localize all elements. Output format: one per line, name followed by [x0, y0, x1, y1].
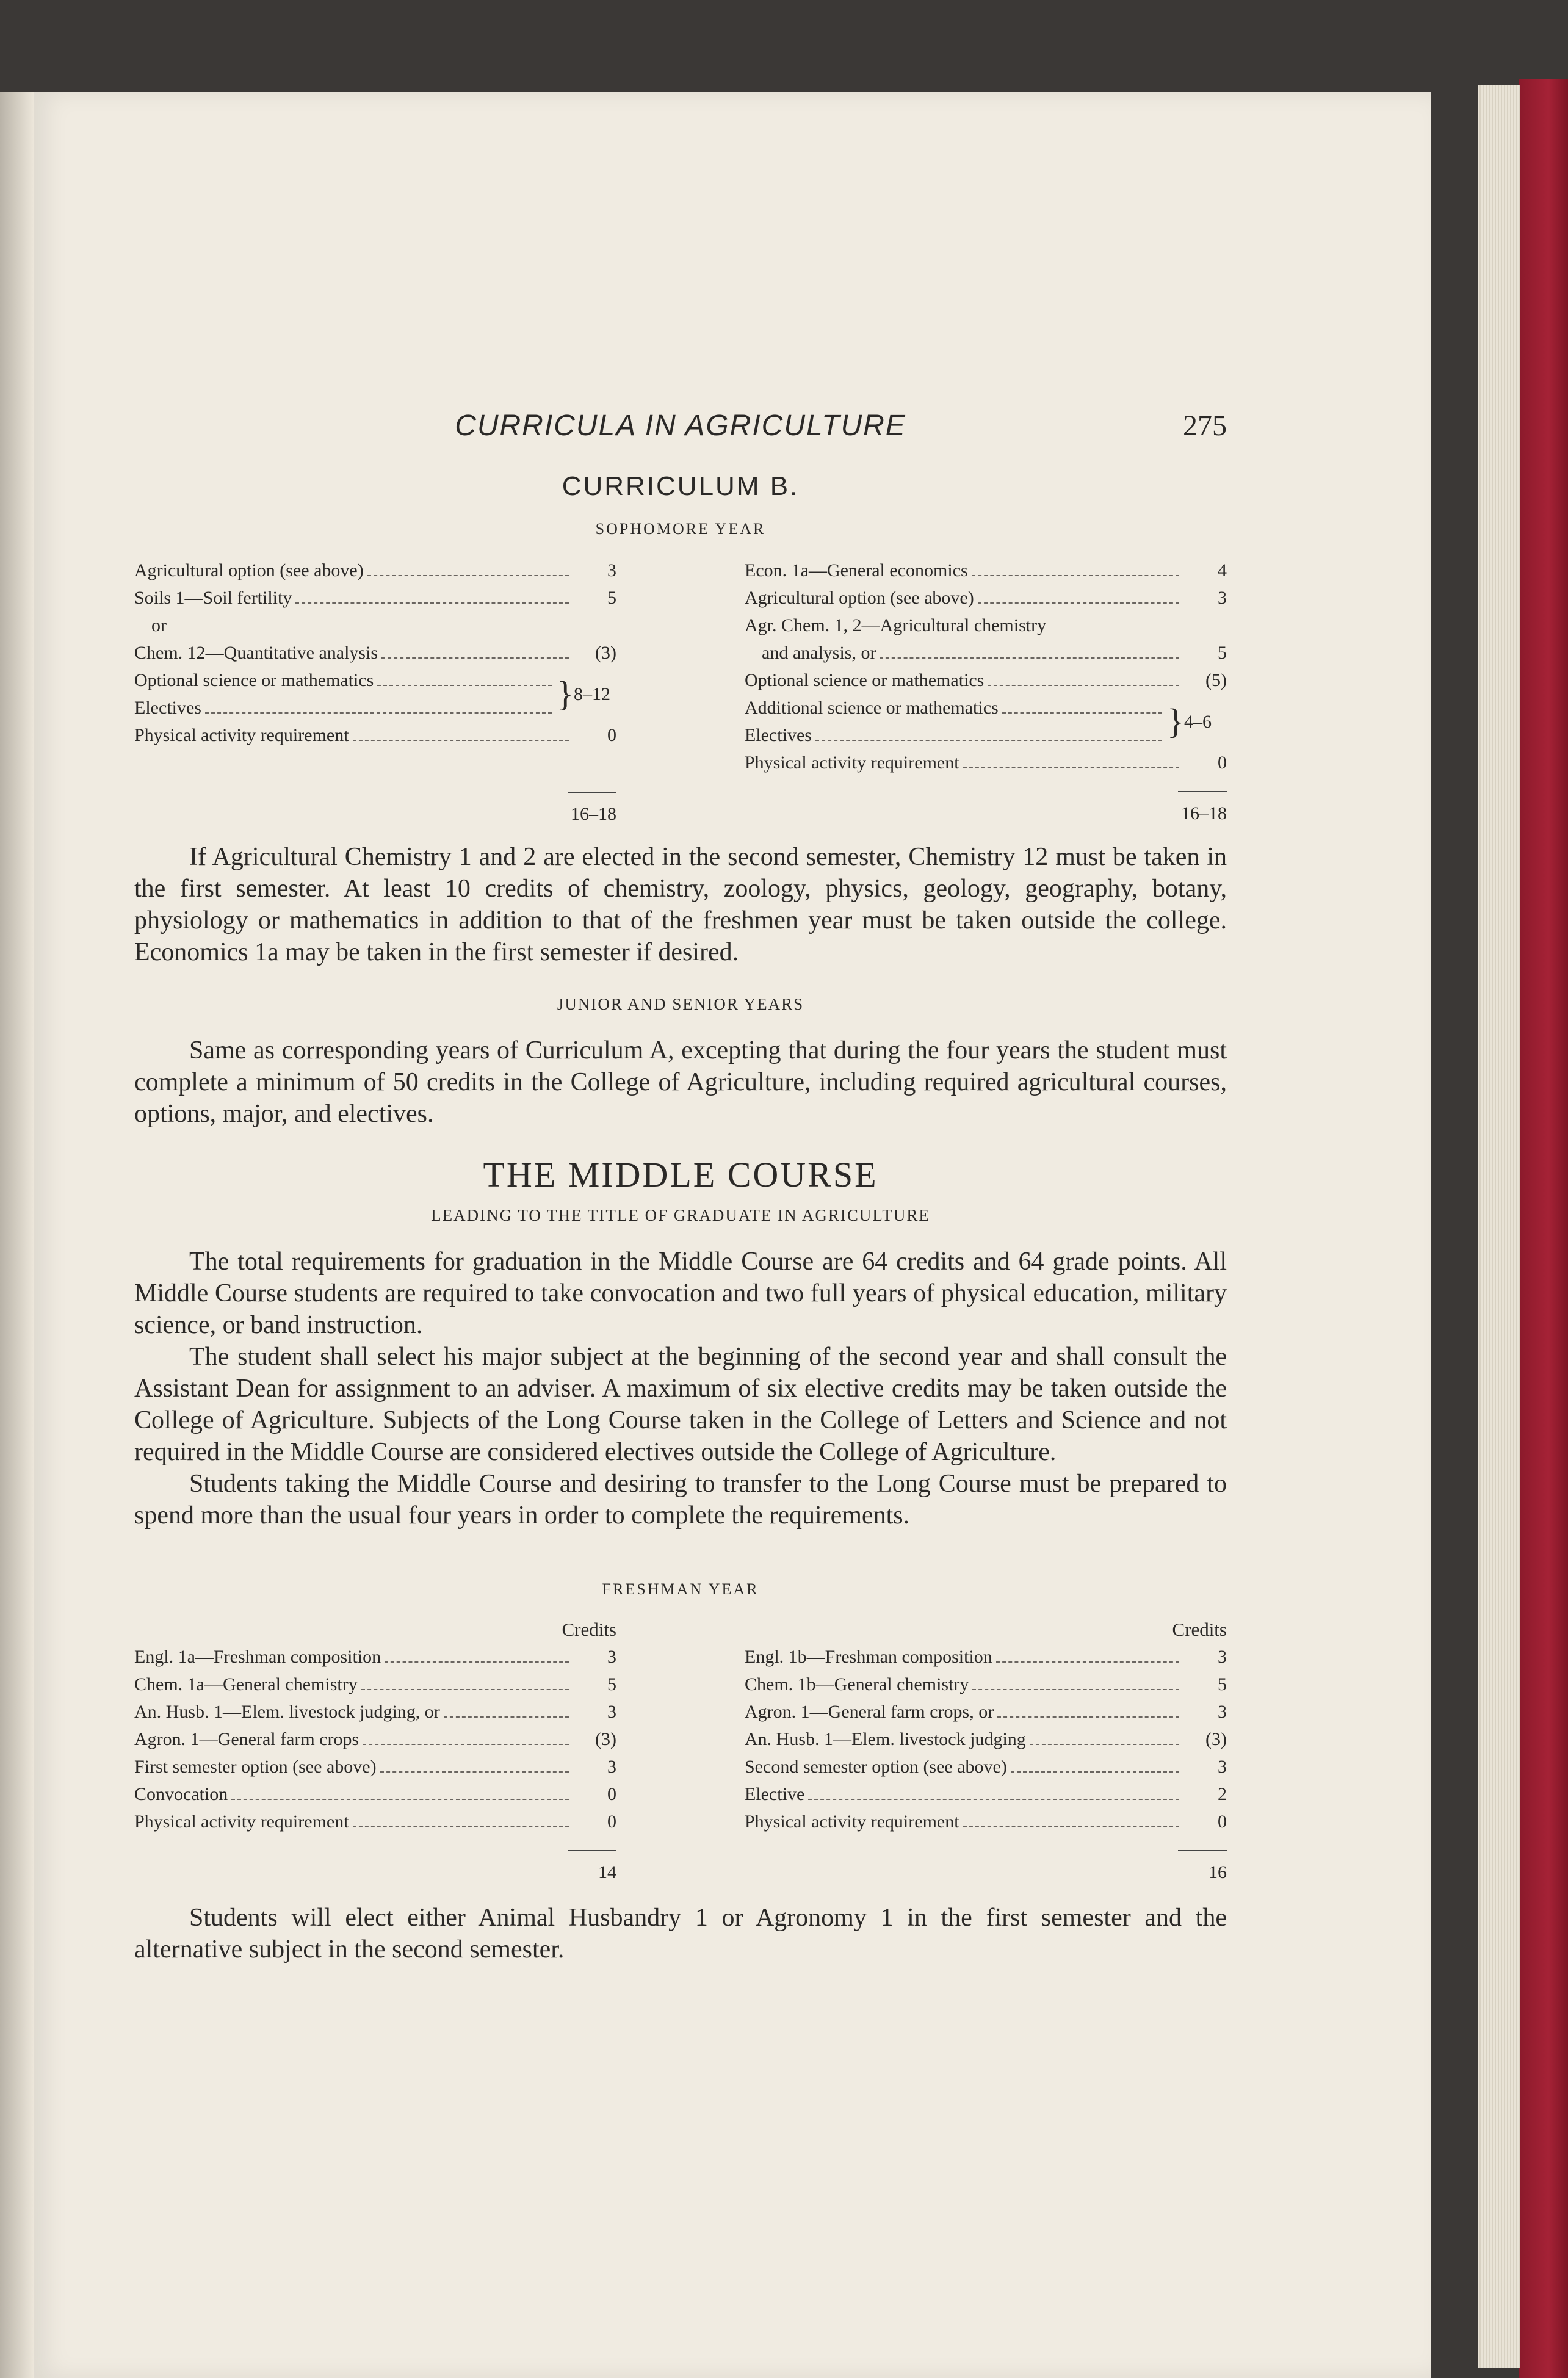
course-credits: (3): [595, 643, 616, 663]
course-row: [745, 667, 1227, 694]
course-label: Second semester option (see above): [745, 1757, 1007, 1777]
course-row: [134, 1698, 616, 1726]
course-label: Engl. 1b—Freshman composition: [745, 1647, 992, 1667]
course-row: [745, 557, 1227, 584]
course-row: [745, 694, 1167, 721]
course-label: and analysis, or: [762, 643, 876, 663]
course-credits: 4: [1218, 560, 1227, 580]
course-row: [134, 584, 616, 612]
semester-total: 14: [598, 1862, 616, 1882]
course-credits: 0: [1218, 753, 1227, 773]
course-row: [134, 1671, 616, 1698]
course-label: Chem. 1a—General chemistry: [134, 1674, 358, 1694]
course-label: Physical activity requirement: [745, 753, 959, 773]
course-row: [745, 612, 1227, 639]
credits-header: Credits: [562, 1619, 616, 1640]
course-label: Econ. 1a—General economics: [745, 560, 968, 580]
course-credits: 3: [1218, 1647, 1227, 1667]
course-credits: 3: [1218, 1702, 1227, 1722]
freshman-note: Students will elect either Animal Husbandry 1 or Agronomy 1 in the first semester and the alternative subject in the second semester.: [134, 1904, 1227, 1964]
course-label: Agr. Chem. 1, 2—Agricultural chemistry: [745, 615, 1047, 635]
course-credits: 5: [607, 1674, 616, 1694]
course-label: Physical activity requirement: [134, 725, 349, 745]
middle-course-paragraph: The total requirements for graduation in the Middle Course are 64 credits and 64 grade points. All Middle Course students are required to take convocation and two full years of physical education, military science, or band instruction.: [134, 1248, 1227, 1339]
course-row: [745, 1753, 1227, 1780]
middle-course-paragraph: The student shall select his major subject at the beginning of the second year and shall consult the Assistant Dean for assignment to an adviser. A maximum of six elective credits may be taken outside the College of Agriculture. Subjects of the Long Course taken in the College of Letters and Science and not required in the Middle Course are considered electives outside the College of Agriculture.: [134, 1343, 1227, 1466]
course-credits: 3: [607, 1702, 616, 1722]
course-row: [134, 1643, 616, 1671]
course-label: Soils 1—Soil fertility: [134, 588, 292, 608]
course-row: [745, 639, 1227, 667]
course-row: [134, 1808, 616, 1835]
sophomore-first-semester: [134, 557, 616, 828]
brace-symbol: }: [557, 674, 574, 714]
course-credits: 0: [607, 1784, 616, 1804]
course-credits: 3: [1218, 1757, 1227, 1777]
page-number: 275: [1183, 410, 1227, 442]
total-rule: [1178, 791, 1227, 792]
course-label: An. Husb. 1—Elem. livestock judging, or: [134, 1702, 440, 1722]
course-row: [745, 1808, 1227, 1835]
middle-course-subheading: LEADING TO THE TITLE OF GRADUATE IN AGRICULTURE: [431, 1206, 930, 1224]
course-credits: 0: [607, 1812, 616, 1832]
book-page: [34, 92, 1431, 2378]
course-label: Electives: [745, 725, 812, 745]
freshman-heading: FRESHMAN YEAR: [602, 1580, 759, 1598]
course-label: Agron. 1—General farm crops: [134, 1729, 359, 1749]
junior-senior-text: Same as corresponding years of Curriculum A, excepting that during the four years the student must complete a minimum of 50 credits in the College of Agriculture, including required agricultural courses, options, major, and electives.: [134, 1036, 1227, 1128]
total-rule: [568, 792, 616, 793]
freshman-first-semester: [134, 1616, 616, 1886]
course-row: [745, 721, 1167, 749]
total-rule: [568, 1850, 616, 1851]
course-row: [134, 639, 616, 667]
facing-page-edge: [0, 92, 34, 2378]
brace-symbol: }: [1167, 701, 1184, 741]
sophomore-note: If Agricultural Chemistry 1 and 2 are elected in the second semester, Chemistry 12 must be taken in the first semester. At least 10 credits of chemistry, zoology, physics, geology, geography, botany, physiology or mathematics in addition to that of the freshmen year must be taken outside the college. Economics 1a may be taken in the first semester if desired.: [134, 843, 1227, 966]
semester-total: 16–18: [1181, 803, 1227, 823]
course-row: [134, 1780, 616, 1808]
semester-total: 16: [1209, 1862, 1227, 1882]
sophomore-table: [134, 557, 1227, 828]
course-row: [134, 721, 616, 749]
page-stack-edge: [1478, 85, 1520, 2368]
credits-header: Credits: [1172, 1619, 1227, 1640]
course-row: [745, 584, 1227, 612]
page-content: [134, 317, 1227, 1965]
course-label: An. Husb. 1—Elem. livestock judging: [745, 1729, 1026, 1749]
course-row: [134, 557, 616, 584]
course-label: Physical activity requirement: [134, 1812, 349, 1832]
bracketed-courses: [745, 694, 1227, 749]
course-row: [134, 1726, 616, 1753]
course-credits: 5: [607, 588, 616, 608]
course-credits: (3): [1205, 1729, 1227, 1749]
sophomore-heading: SOPHOMORE YEAR: [595, 520, 766, 538]
course-credits: 0: [1218, 1812, 1227, 1832]
course-label: Agricultural option (see above): [745, 588, 974, 608]
course-row: [134, 694, 557, 721]
course-label: or: [151, 615, 167, 635]
course-label: Additional science or mathematics: [745, 698, 999, 718]
course-label: Convocation: [134, 1784, 228, 1804]
course-row: [134, 612, 616, 639]
freshman-table: [134, 1616, 1227, 1886]
course-label: Physical activity requirement: [745, 1812, 959, 1832]
middle-course-paragraph: Students taking the Middle Course and desiring to transfer to the Long Course must be prepared to spend more than the usual four years in order to complete the requirements.: [134, 1470, 1227, 1530]
course-label: First semester option (see above): [134, 1757, 377, 1777]
course-label: Chem. 1b—General chemistry: [745, 1674, 969, 1694]
course-label: Electives: [134, 698, 201, 718]
course-credits: 0: [607, 725, 616, 745]
course-credits: 3: [607, 560, 616, 580]
semester-total: 16–18: [571, 804, 616, 824]
course-credits: 3: [1218, 588, 1227, 608]
course-credits: 3: [607, 1757, 616, 1777]
course-row: [134, 667, 557, 694]
course-label: Optional science or mathematics: [134, 670, 374, 690]
running-header: [134, 409, 1227, 446]
course-row: [745, 1726, 1227, 1753]
bracketed-courses: [134, 667, 616, 721]
course-credits: 5: [1218, 643, 1227, 663]
running-title: CURRICULA IN AGRICULTURE: [455, 410, 906, 442]
course-label: Engl. 1a—Freshman composition: [134, 1647, 381, 1667]
freshman-second-semester: [745, 1616, 1227, 1886]
course-row: [745, 749, 1227, 776]
sophomore-second-semester: [745, 557, 1227, 828]
course-label: Elective: [745, 1784, 805, 1804]
middle-course-heading: THE MIDDLE COURSE: [483, 1155, 878, 1194]
course-credits: (3): [595, 1729, 616, 1749]
course-row: [745, 1671, 1227, 1698]
course-credits: 3: [607, 1647, 616, 1667]
course-credits: (5): [1205, 670, 1227, 690]
curriculum-heading: CURRICULUM B.: [562, 471, 800, 501]
course-credits: 8–12: [574, 684, 610, 704]
course-label: Chem. 12—Quantitative analysis: [134, 643, 378, 663]
course-label: Optional science or mathematics: [745, 670, 985, 690]
junior-senior-heading: JUNIOR AND SENIOR YEARS: [557, 995, 804, 1013]
course-row: [745, 1643, 1227, 1671]
total-rule: [1178, 1850, 1227, 1851]
course-credits: 2: [1218, 1784, 1227, 1804]
course-row: [745, 1780, 1227, 1808]
course-label: Agricultural option (see above): [134, 560, 364, 580]
course-row: [134, 1753, 616, 1780]
course-credits: 5: [1218, 1674, 1227, 1694]
course-row: [745, 1698, 1227, 1726]
course-label: Agron. 1—General farm crops, or: [745, 1702, 994, 1722]
course-credits: 4–6: [1184, 711, 1212, 732]
book-cover-edge: [1519, 79, 1568, 2378]
